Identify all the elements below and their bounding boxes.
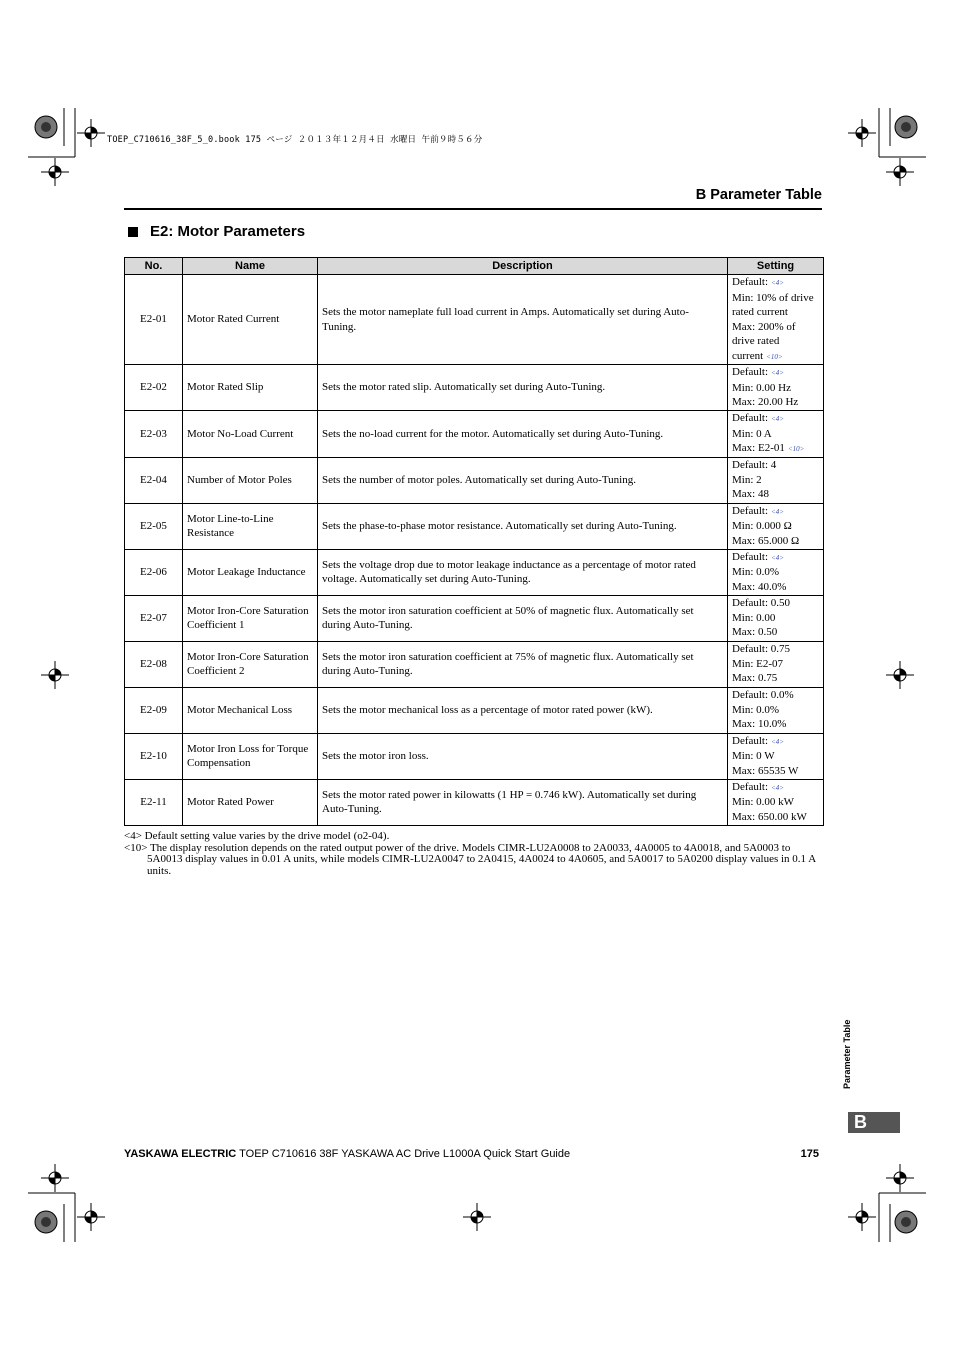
parameter-name: Motor Mechanical Loss (183, 687, 318, 733)
setting-text: Max: 200% of (732, 320, 796, 333)
table-row (125, 457, 824, 503)
parameter-setting (728, 411, 824, 458)
footnote-ref-link[interactable]: <4> (771, 737, 784, 746)
footnote-ref-link[interactable]: <4> (771, 783, 784, 792)
parameter-name: Motor Rated Current (183, 275, 318, 365)
parameter-description: Sets the no-load current for the motor. Automatically set during Auto-Tuning. (318, 411, 728, 458)
setting-text: Max: 48 (732, 488, 769, 501)
setting-text: Default: 0.0% (732, 689, 794, 702)
setting-text: Max: 0.50 (732, 626, 778, 639)
column-header-no: No. (125, 258, 183, 275)
parameter-setting (728, 687, 824, 733)
setting-text: Default: 4 (732, 459, 777, 472)
parameter-description: Sets the motor rated power in kilowatts (1 HP = 0.746 kW). Automatically set during Auto-Tuning. (318, 779, 728, 825)
table-row (125, 733, 824, 779)
parameter-description: Sets the motor nameplate full load current in Amps. Automatically set during Auto-Tuning. (318, 275, 728, 365)
footnote-ref-link[interactable]: <4> (771, 507, 784, 516)
parameter-name: Motor No-Load Current (183, 411, 318, 458)
setting-text: Default: (732, 366, 769, 379)
section-title: E2: Motor Parameters (150, 223, 306, 240)
setting-text: Max: 40.0% (732, 580, 787, 593)
parameter-number: E2-07 (125, 595, 183, 641)
parameter-number: E2-02 (125, 365, 183, 411)
setting-line (732, 565, 819, 580)
setting-line (732, 580, 819, 595)
parameter-setting (728, 595, 824, 641)
table-row (125, 595, 824, 641)
parameter-number: E2-05 (125, 503, 183, 549)
setting-text: Min: 10% of drive (732, 291, 814, 304)
setting-text: Max: 10.0% (732, 718, 787, 731)
setting-line (732, 427, 819, 442)
side-tab-label: Parameter Table (842, 1020, 852, 1090)
footnote-ref-link[interactable]: <4> (771, 279, 784, 287)
setting-text: Default: 0.75 (732, 643, 791, 656)
setting-line (732, 764, 819, 779)
parameter-name: Motor Iron-Core Saturation Coefficient 2 (183, 641, 318, 687)
setting-text: Min: 0.0% (732, 566, 780, 579)
page-number: 175 (800, 1148, 819, 1160)
setting-text: Default: (732, 276, 769, 288)
setting-line (732, 349, 819, 365)
parameter-number: E2-08 (125, 641, 183, 687)
setting-line (732, 625, 819, 640)
table-row (125, 365, 824, 411)
footnote-ref-link[interactable]: <10> (766, 352, 783, 361)
setting-text: Min: 0 A (732, 427, 772, 440)
parameter-number: E2-04 (125, 457, 183, 503)
setting-line (732, 780, 819, 796)
parameter-number: E2-11 (125, 779, 183, 825)
setting-line (732, 381, 819, 396)
parameter-description: Sets the motor iron loss. (318, 733, 728, 779)
parameter-setting (728, 365, 824, 411)
setting-text: Min: 0.00 (732, 611, 776, 624)
setting-line (732, 441, 819, 457)
table-header-row (125, 258, 824, 275)
setting-line (732, 305, 819, 320)
parameter-name: Motor Rated Power (183, 779, 318, 825)
parameter-name: Motor Rated Slip (183, 365, 318, 411)
setting-line (732, 749, 819, 764)
setting-line (732, 534, 819, 549)
parameter-number: E2-10 (125, 733, 183, 779)
setting-text: Min: 0.00 Hz (732, 381, 791, 394)
header-rule (124, 208, 822, 210)
parameter-description: Sets the phase-to-phase motor resistance. Automatically set during Auto-Tuning. (318, 503, 728, 549)
setting-line (732, 642, 819, 657)
parameter-number: E2-06 (125, 549, 183, 595)
setting-text: Min: 0.000 Ω (732, 520, 792, 533)
parameter-name: Motor Iron-Core Saturation Coefficient 1 (183, 595, 318, 641)
table-row (125, 687, 824, 733)
setting-line (732, 671, 819, 686)
setting-text: Max: 20.00 Hz (732, 396, 799, 409)
setting-text: Max: 65.000 Ω (732, 534, 800, 547)
setting-line (732, 688, 819, 703)
footnote-ref-link[interactable]: <4> (771, 553, 784, 562)
page-header-title: B Parameter Table (695, 187, 822, 203)
setting-text: Default: (732, 504, 769, 517)
parameter-setting (728, 275, 824, 365)
setting-line (732, 810, 819, 825)
setting-line (732, 275, 819, 291)
table-row (125, 641, 824, 687)
table-row (125, 275, 824, 365)
setting-text: Min: 2 (732, 473, 762, 486)
footer-doc-title: TOEP C710616 38F YASKAWA AC Drive L1000A Quick Start Guide (236, 1148, 571, 1160)
setting-text: drive rated (732, 335, 780, 347)
setting-text: Min: 0 W (732, 750, 775, 763)
parameter-description: Sets the voltage drop due to motor leakage inductance as a percentage of motor rated voltage. Automatically set during Auto-Tuning. (318, 549, 728, 595)
setting-line (732, 395, 819, 410)
setting-line (732, 411, 819, 427)
parameter-number: E2-03 (125, 411, 183, 458)
side-tab-letter: B (848, 1112, 900, 1133)
footnote-ref-link[interactable]: <4> (771, 415, 784, 423)
footer-brand: YASKAWA ELECTRIC (124, 1148, 237, 1160)
parameter-description: Sets the motor rated slip. Automatically set during Auto-Tuning. (318, 365, 728, 411)
section-heading (128, 223, 305, 240)
square-bullet-icon (128, 227, 138, 237)
setting-line (732, 611, 819, 626)
setting-text: Default: 0.50 (732, 597, 791, 610)
parameter-description: Sets the motor mechanical loss as a percentage of motor rated power (kW). (318, 687, 728, 733)
setting-text: Default: (732, 550, 769, 563)
parameter-name: Number of Motor Poles (183, 457, 318, 503)
parameter-name: Motor Leakage Inductance (183, 549, 318, 595)
table-row (125, 411, 824, 458)
parameter-setting (728, 503, 824, 549)
parameter-description: Sets the motor iron saturation coefficient at 75% of magnetic flux. Automatically set during Auto-Tuning. (318, 641, 728, 687)
setting-text: Default: (732, 734, 769, 747)
book-info-line: TOEP_C710616_38F_5_0.book 175 ページ ２０１３年１２月４日 水曜日 午前９時５６分 (107, 135, 483, 145)
table-row (125, 503, 824, 549)
parameter-number: E2-09 (125, 687, 183, 733)
setting-line (732, 473, 819, 488)
setting-line (732, 458, 819, 473)
setting-text: current (732, 349, 764, 362)
setting-line (732, 519, 819, 534)
setting-line (732, 320, 819, 335)
footnote-ref-link[interactable]: <10> (787, 445, 805, 453)
parameter-description: Sets the number of motor poles. Automatically set during Auto-Tuning. (318, 457, 728, 503)
setting-line (732, 291, 819, 306)
setting-line (732, 487, 819, 502)
footnote-10: <10> The display resolution depends on the rated output power of the drive. Models CIMR-LU2A0008 to 2A0033, 4A0005 to 4A0018, and 5A0003 to 5A0013 display values in 0.01 A units, while models CIMR-LU2A0047 to 2A0415, 4A0024 to 4A0605, and 5A0017 to 5A0200 display values in 0.1 A units. (124, 841, 816, 877)
setting-text: Default: (732, 412, 769, 424)
parameter-description: Sets the motor iron saturation coefficient at 50% of magnetic flux. Automatically set during Auto-Tuning. (318, 595, 728, 641)
page-footer (124, 1148, 819, 1160)
setting-text: rated current (732, 306, 788, 318)
setting-text: Max: 65535 W (732, 764, 799, 777)
setting-text: Default: (732, 780, 769, 793)
setting-line (732, 795, 819, 810)
setting-line (732, 365, 819, 381)
column-header-name: Name (183, 258, 318, 275)
setting-line (732, 734, 819, 750)
column-header-setting: Setting (728, 258, 824, 275)
parameter-name: Motor Line-to-Line Resistance (183, 503, 318, 549)
setting-line (732, 703, 819, 718)
setting-text: Min: 0.00 kW (732, 796, 795, 809)
footnote-4: <4> Default setting value varies by the drive model (o2-04). (124, 830, 390, 842)
setting-line (732, 657, 819, 672)
parameter-setting (728, 549, 824, 595)
column-header-description: Description (318, 258, 728, 275)
parameter-setting (728, 641, 824, 687)
setting-line (732, 717, 819, 732)
setting-line (732, 550, 819, 566)
footnotes (124, 831, 824, 877)
parameter-number: E2-01 (125, 275, 183, 365)
setting-text: Min: E2-07 (732, 657, 784, 670)
setting-line (732, 504, 819, 520)
parameter-setting (728, 733, 824, 779)
table-row (125, 549, 824, 595)
parameter-table (124, 257, 824, 826)
setting-text: Min: 0.0% (732, 703, 780, 716)
table-row (125, 779, 824, 825)
setting-text: Max: 0.75 (732, 672, 778, 685)
parameter-setting (728, 457, 824, 503)
setting-text: Max: 650.00 kW (732, 810, 807, 823)
setting-text: Max: E2-01 (732, 442, 785, 454)
footnote-ref-link[interactable]: <4> (771, 369, 784, 378)
setting-line (732, 334, 819, 349)
setting-line (732, 596, 819, 611)
parameter-setting (728, 779, 824, 825)
parameter-name: Motor Iron Loss for Torque Compensation (183, 733, 318, 779)
